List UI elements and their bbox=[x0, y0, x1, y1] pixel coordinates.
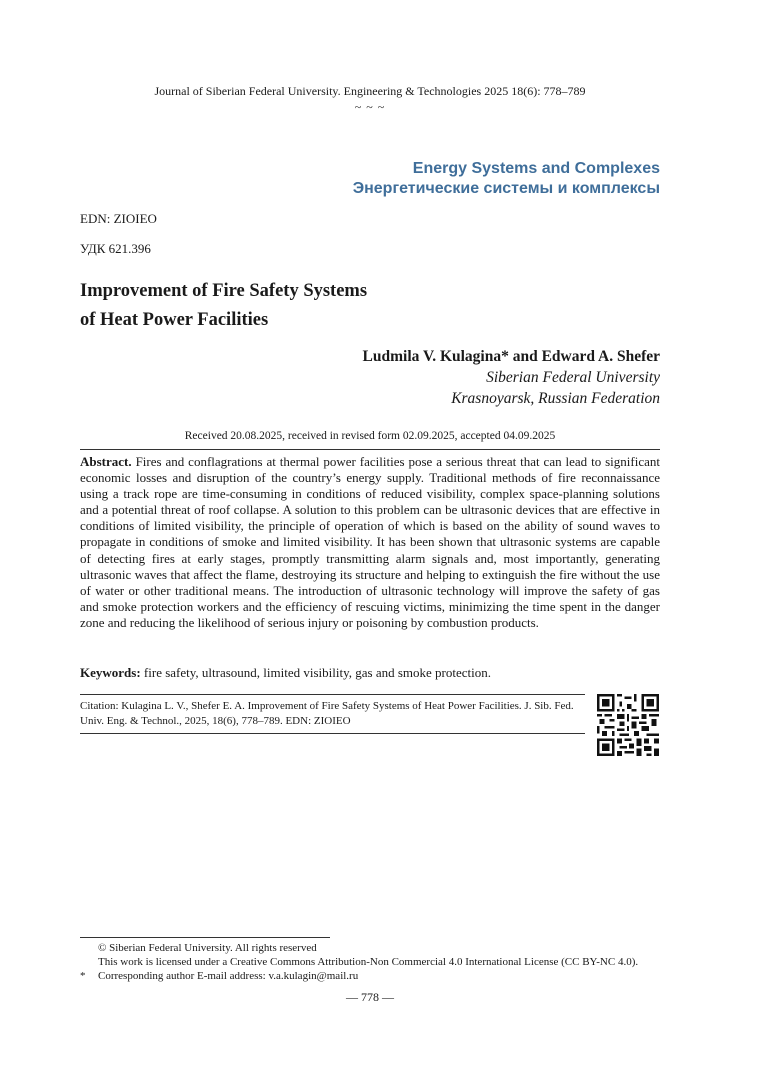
header-ornament: ~ ~ ~ bbox=[354, 100, 386, 114]
journal-header: Journal of Siberian Federal University. Engineering & Technologies 2025 18(6): 778–789 bbox=[154, 84, 586, 98]
page-number: — 778 — bbox=[346, 990, 394, 1004]
corresponding-author-text: Corresponding author E-mail address: v.a.kulagin@mail.ru bbox=[98, 970, 359, 982]
footnote-rule bbox=[80, 937, 330, 938]
keywords-label: Keywords: bbox=[80, 665, 141, 680]
article-title-line2: of Heat Power Facilities bbox=[80, 310, 269, 330]
abstract-text: Fires and conflagrations at thermal power facilities pose a serious threat that can lead to significant economic losses and disruption of the country’s energy supply. Traditional methods of fire reconnaissance using a track rope are time-consuming in conditions of reduced visibility, complex space-planning solutions and a potential threat of roof collapse. A solution to this problem can be ultrasonic devices that are effective in conditions of limited visibility, the principle of operation of which is based on the ability of sound waves to propagate in conditions of smoke and limited visibility. It has been shown that ultrasonic systems are capable of detecting fires at early stages, promptly transmitting alarm signals and, most importantly, generating ultrasonic waves that affect the flame, destroying its structure and helping to extinguish the fire without the use of water or other traditional means. The introduction of ultrasonic technology will improve the safety of gas and smoke protection workers and the efficiency of rescuing victims, minimizing the time spent in the danger zone and reducing the likelihood of serious injury or poisoning by combustion products. bbox=[80, 454, 660, 630]
affiliation-university: Siberian Federal University bbox=[486, 369, 660, 386]
udk-code: УДК 621.396 bbox=[80, 241, 151, 256]
qr-code-icon[interactable] bbox=[597, 694, 659, 756]
article-title bbox=[80, 277, 500, 335]
keywords bbox=[80, 665, 660, 681]
abstract-top-rule bbox=[80, 449, 660, 450]
keywords-text: fire safety, ultrasound, limited visibility, gas and smoke protection. bbox=[143, 665, 491, 680]
received-dates: Received 20.08.2025, received in revised form 02.09.2025, accepted 04.09.2025 bbox=[184, 430, 556, 442]
edn-code: EDN: ZIOIEO bbox=[80, 211, 157, 226]
copyright-note: © Siberian Federal University. All rights reserved bbox=[98, 942, 317, 954]
authors: Ludmila V. Kulagina* and Edward A. Shefer bbox=[362, 348, 660, 365]
article-title-line1: Improvement of Fire Safety Systems bbox=[80, 281, 368, 301]
section-title-ru: Энергетические системы и комплексы bbox=[352, 180, 660, 197]
citation: Citation: Kulagina L. V., Shefer E. A. Improvement of Fire Safety Systems of Heat Power Facilities. J. Sib. Fed. Univ. Eng. & Technol., 2025, 18(6), 778–789. EDN: ZIOIEO bbox=[80, 700, 574, 727]
abstract bbox=[80, 454, 660, 631]
license-note: This work is licensed under a Creative Commons Attribution-Non Commercial 4.0 International License (CC BY-NC 4.0). bbox=[98, 956, 639, 968]
abstract-label: Abstract. bbox=[80, 454, 132, 469]
corresponding-author-note bbox=[80, 969, 358, 984]
citation-top-rule bbox=[80, 694, 585, 695]
affiliation-location: Krasnoyarsk, Russian Federation bbox=[451, 390, 660, 407]
section-title-en: Energy Systems and Complexes bbox=[412, 160, 660, 177]
footnote-star: * bbox=[80, 970, 86, 982]
citation-bottom-rule bbox=[80, 733, 585, 734]
